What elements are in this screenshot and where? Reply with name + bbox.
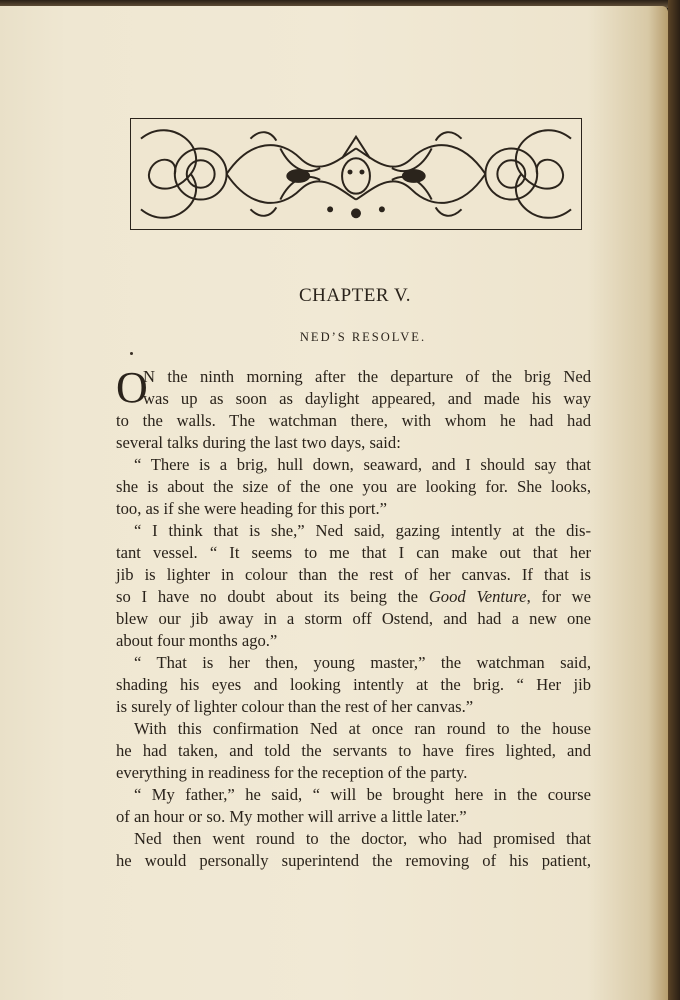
text-line	[116, 630, 591, 652]
text-line	[116, 586, 591, 608]
text-line	[116, 828, 591, 850]
ornament-scroll-icon	[131, 119, 581, 229]
text-line	[116, 410, 591, 432]
text-segment: shading his eyes and looking intently at the brig. “ Her jib	[116, 675, 591, 694]
text-segment: he had taken, and told the servants to have fires lighted, and	[116, 741, 591, 760]
italic-ship-name: Good Venture	[428, 587, 527, 606]
text-segment: “ There is a brig, hull down, seaward, and I should say that	[134, 455, 591, 474]
text-segment: Ned then went round to the doctor, who had promised that	[134, 829, 591, 848]
text-line	[116, 366, 591, 388]
text-segment: he would personally superintend the removing of his patient,	[116, 851, 591, 870]
text-line	[116, 498, 591, 520]
text-line	[116, 454, 591, 476]
text-line	[116, 762, 591, 784]
text-line	[116, 696, 591, 718]
text-line	[116, 388, 591, 410]
decorative-headpiece	[130, 118, 582, 230]
text-segment: “ My father,” he said, “ will be brought here in the course	[134, 785, 591, 804]
text-segment: N the ninth morning after the departure of the brig Ned	[143, 367, 591, 386]
text-line	[116, 520, 591, 542]
text-line	[116, 542, 591, 564]
body-lines	[116, 363, 591, 872]
text-segment: is surely of lighter colour than the rest of her canvas.”	[116, 697, 474, 716]
page-edge-shadow	[668, 0, 680, 1000]
text-segment: jib is lighter in colour than the rest of her canvas. If that is	[116, 565, 591, 584]
text-segment: blew our jib away in a storm off Ostend, and had a new one	[116, 609, 591, 628]
chapter-body	[116, 363, 591, 872]
text-segment: of an hour or so. My mother will arrive a little later.”	[116, 807, 467, 826]
text-line	[116, 740, 591, 762]
text-segment: With this confirmation Ned at once ran round to the house	[134, 719, 591, 738]
text-segment: “ That is her then, young master,” the watchman said,	[134, 653, 591, 672]
text-segment: she is about the size of the one you are looking for. She looks,	[116, 477, 591, 496]
text-line	[116, 608, 591, 630]
text-line	[116, 432, 591, 454]
text-line	[116, 850, 591, 872]
text-line	[116, 784, 591, 806]
text-segment: several talks during the last two days, said:	[116, 433, 401, 452]
stray-dot	[130, 352, 133, 355]
text-segment: about four months ago.”	[116, 631, 278, 650]
text-line	[116, 564, 591, 586]
text-segment: too, as if she were heading for this port.”	[116, 499, 387, 518]
chapter-title: CHAPTER V.	[299, 285, 411, 306]
text-segment: was up as soon as daylight appeared, and made his way	[143, 389, 591, 408]
text-line	[116, 674, 591, 696]
text-line	[116, 476, 591, 498]
text-line	[116, 806, 591, 828]
text-segment: everything in readiness for the reception of the party.	[116, 763, 468, 782]
text-segment: , for we	[526, 587, 591, 606]
text-line	[116, 652, 591, 674]
text-line	[116, 718, 591, 740]
chapter-subtitle: NED’S RESOLVE.	[299, 330, 427, 344]
text-segment: so I have no doubt about its being the	[116, 587, 429, 606]
text-segment: to the walls. The watchman there, with whom he had had	[116, 411, 591, 430]
dropcap-letter: O	[116, 363, 148, 412]
text-segment: tant vessel. “ It seems to me that I can make out that her	[116, 543, 591, 562]
text-segment: “ I think that is she,” Ned said, gazing intently at the dis-	[134, 521, 591, 540]
